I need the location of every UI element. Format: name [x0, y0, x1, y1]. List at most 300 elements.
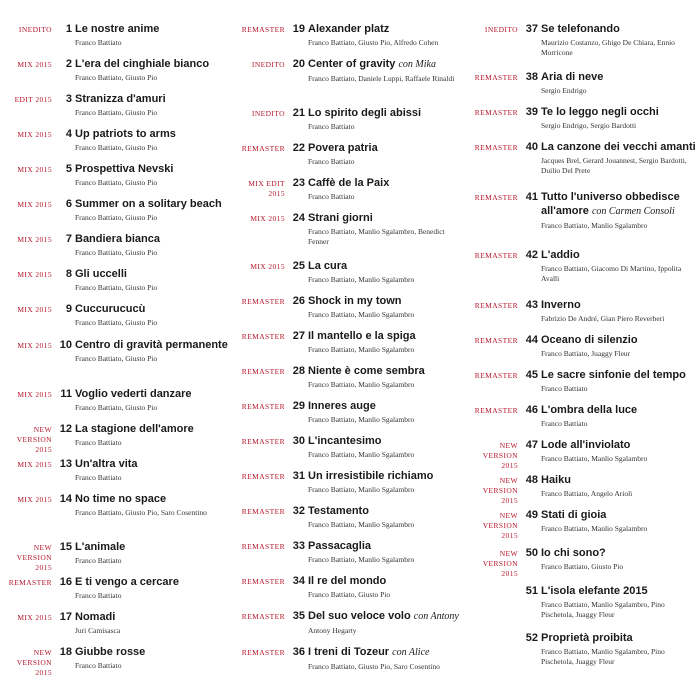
track-number: 39	[525, 106, 538, 118]
track-version-tag: REMASTER	[474, 336, 518, 345]
track-number: 1	[65, 23, 72, 35]
track-version-tag: NEW VERSION 2015	[482, 476, 518, 505]
track-25	[233, 259, 466, 293]
tracklist-column-2	[233, 0, 466, 700]
track-title-block	[541, 403, 697, 429]
track-credits: Franco Battiato	[75, 473, 122, 482]
track-credits: Franco Battiato, Giusto Pio, Saro Cosentino	[308, 662, 440, 671]
track-23	[233, 176, 466, 210]
track-credits: Sergio Endrigo	[541, 86, 587, 95]
track-version-tag: INEDITO	[251, 60, 285, 69]
track-version-tag: NEW VERSION 2015	[482, 549, 518, 578]
track-title-block	[308, 176, 464, 202]
track-credits: Franco Battiato, Manlio Sgalambro, Pino Pischetola, Juaggy Fleur	[541, 600, 665, 619]
track-38	[466, 70, 699, 104]
track-title-block	[308, 141, 464, 167]
track-version-tag: MIX 2015	[17, 341, 52, 350]
track-27	[233, 329, 466, 363]
track-credits: Franco Battiato, Manlio Sgalambro	[308, 555, 415, 564]
track-41	[466, 190, 699, 230]
track-title-block	[308, 399, 464, 425]
track-title: Se telefonando	[541, 23, 620, 35]
track-number: 51	[525, 585, 538, 597]
track-version-tag: REMASTER	[474, 301, 518, 310]
track-14	[0, 492, 233, 526]
track-credits: Antony Hegarty	[308, 626, 357, 635]
track-version-tag: MIX 2015	[17, 613, 52, 622]
track-number: 41	[525, 191, 538, 203]
track-number: 11	[60, 388, 72, 400]
track-title-block	[75, 232, 231, 258]
track-50	[466, 546, 699, 580]
track-title-block	[541, 584, 697, 620]
track-title-block	[75, 457, 231, 483]
track-title: Alexander platz	[308, 23, 390, 35]
track-version-tag: MIX 2015	[17, 460, 52, 469]
track-22	[233, 141, 466, 175]
track-version-tag: MIX 2015	[17, 165, 52, 174]
track-title-block	[75, 127, 231, 153]
track-featuring: con Alice	[392, 647, 430, 658]
track-4	[0, 127, 233, 161]
track-title-block	[541, 546, 697, 572]
track-37	[466, 22, 699, 56]
track-number: 27	[292, 330, 305, 342]
track-credits: Sergio Endrigo, Sergio Bardotti	[541, 121, 637, 130]
track-18	[0, 645, 233, 679]
track-credits: Franco Battiato, Manlio Sgalambro	[308, 450, 415, 459]
track-7	[0, 232, 233, 266]
track-credits: Franco Battiato, Giusto Pio	[75, 354, 158, 363]
track-title: Lode all'inviolato	[541, 439, 631, 451]
track-credits: Franco Battiato, Manlio Sgalambro	[308, 415, 415, 424]
track-number: 47	[525, 439, 538, 451]
track-13	[0, 457, 233, 491]
track-number: 5	[65, 163, 72, 175]
track-number: 44	[525, 334, 538, 346]
track-version-tag: NEW VERSION 2015	[16, 425, 52, 454]
track-version-tag: MIX 2015	[17, 235, 52, 244]
track-title: La stagione dell'amore	[75, 423, 194, 435]
track-version-tag: MIX 2015	[17, 495, 52, 504]
track-title-block	[75, 267, 231, 293]
track-title-block	[541, 333, 697, 359]
track-number: 31	[292, 470, 305, 482]
track-version-tag: INEDITO	[484, 25, 518, 34]
track-credits: Franco Battiato, Manlio Sgalambro, Pino Pischetola, Juaggy Fleur	[541, 647, 665, 666]
track-title-block	[75, 302, 231, 328]
track-number: 19	[292, 23, 305, 35]
track-20	[233, 57, 466, 91]
track-credits: Franco Battiato, Manlio Sgalambro	[308, 345, 415, 354]
track-title: E ti vengo a cercare	[75, 576, 179, 588]
track-credits: Franco Battiato, Giusto Pio, Saro Cosentino	[75, 508, 207, 517]
track-credits: Franco Battiato, Juaggy Fleur	[541, 349, 631, 358]
track-credits: Maurizio Costanzo, Ghigo De Chiara, Ennio Morricone	[541, 38, 675, 57]
track-credits: Franco Battiato	[75, 661, 122, 670]
track-title: Te lo leggo negli occhi	[541, 106, 659, 118]
track-version-tag: MIX 2015	[17, 390, 52, 399]
track-credits: Franco Battiato, Giacomo Di Martino, Ippolita Avalli	[541, 264, 682, 283]
track-version-tag: REMASTER	[241, 648, 285, 657]
track-33	[233, 539, 466, 573]
track-credits: Franco Battiato, Manlio Sgalambro	[541, 524, 648, 533]
track-title-block	[75, 387, 231, 413]
track-number: 3	[65, 93, 72, 105]
track-version-tag: MIX 2015	[17, 305, 52, 314]
track-featuring: con Mika	[398, 59, 436, 70]
track-credits: Franco Battiato, Giusto Pio	[75, 403, 158, 412]
track-number: 4	[65, 128, 72, 140]
track-8	[0, 267, 233, 301]
track-number: 45	[525, 369, 538, 381]
track-title: Shock in my town	[308, 295, 402, 307]
track-36	[233, 645, 466, 679]
track-title: Stranizza d'amuri	[75, 93, 166, 105]
track-credits: Franco Battiato, Giusto Pio	[75, 213, 158, 222]
track-40	[466, 140, 699, 174]
track-28	[233, 364, 466, 398]
track-title: Summer on a solitary beach	[75, 198, 222, 210]
track-credits: Franco Battiato, Manlio Sgalambro	[541, 454, 648, 463]
track-title: L'addio	[541, 249, 580, 261]
track-number: 17	[59, 611, 72, 623]
track-title-block	[75, 575, 231, 601]
track-title-block	[541, 473, 697, 499]
track-version-tag: REMASTER	[474, 143, 518, 152]
track-title: Testamento	[308, 505, 369, 517]
track-26	[233, 294, 466, 328]
track-title-block	[308, 22, 464, 48]
track-version-tag: REMASTER	[241, 144, 285, 153]
track-version-tag: REMASTER	[241, 367, 285, 376]
track-number: 33	[292, 540, 305, 552]
track-title-block	[541, 298, 697, 324]
track-9	[0, 302, 233, 336]
track-number: 40	[525, 141, 538, 153]
track-credits: Franco Battiato, Manlio Sgalambro, Benedict Fenner	[308, 227, 445, 246]
track-35	[233, 609, 466, 643]
track-version-tag: REMASTER	[241, 612, 285, 621]
track-title-block	[541, 248, 697, 284]
track-title-block	[308, 259, 464, 285]
track-version-tag: MIX 2015	[17, 60, 52, 69]
track-title-block	[541, 368, 697, 394]
track-17	[0, 610, 233, 644]
track-title-block	[308, 504, 464, 530]
track-number: 15	[59, 541, 72, 553]
track-title-block	[541, 22, 697, 58]
track-title: Center of gravity	[308, 58, 396, 70]
track-43	[466, 298, 699, 332]
track-credits: Franco Battiato, Giusto Pio	[75, 108, 158, 117]
track-credits: Franco Battiato	[308, 122, 355, 131]
track-credits: Franco Battiato, Manlio Sgalambro	[308, 485, 415, 494]
track-version-tag: REMASTER	[241, 542, 285, 551]
track-title-block	[308, 211, 464, 247]
track-title-block	[308, 329, 464, 355]
track-title: Cuccurucucù	[75, 303, 146, 315]
track-version-tag: MIX 2015	[250, 214, 285, 223]
track-title-block	[308, 294, 464, 320]
track-32	[233, 504, 466, 538]
track-version-tag: NEW VERSION 2015	[482, 511, 518, 540]
track-version-tag: MIX 2015	[17, 130, 52, 139]
track-title: Oceano di silenzio	[541, 334, 638, 346]
track-49	[466, 508, 699, 542]
track-title: Del suo veloce volo	[308, 610, 411, 622]
track-title-block	[541, 190, 697, 231]
track-title-block	[75, 162, 231, 188]
track-credits: Franco Battiato, Giusto Pio	[75, 178, 158, 187]
track-number: 22	[292, 142, 305, 154]
track-title-block	[541, 70, 697, 96]
track-48	[466, 473, 699, 507]
track-version-tag: REMASTER	[474, 251, 518, 260]
track-39	[466, 105, 699, 139]
track-title: Proprietà proibita	[541, 632, 633, 644]
track-title-block	[75, 22, 231, 48]
track-credits: Franco Battiato	[541, 384, 588, 393]
track-title-block	[308, 609, 464, 636]
track-title-block	[75, 197, 231, 223]
track-number: 26	[292, 295, 305, 307]
track-title-block	[75, 540, 231, 566]
track-title: Aria di neve	[541, 71, 604, 83]
track-24	[233, 211, 466, 245]
track-title-block	[75, 645, 231, 671]
track-title: La canzone dei vecchi amanti	[541, 141, 696, 153]
track-title: Lo spirito degli abissi	[308, 107, 422, 119]
track-version-tag: REMASTER	[474, 73, 518, 82]
track-credits: Juri Camisasca	[75, 626, 121, 635]
track-title: Un'altra vita	[75, 458, 138, 470]
track-title-block	[308, 469, 464, 495]
track-44	[466, 333, 699, 367]
track-credits: Franco Battiato, Giusto Pio	[308, 590, 391, 599]
track-title: Il mantello e la spiga	[308, 330, 416, 342]
track-version-tag: REMASTER	[241, 402, 285, 411]
track-version-tag: REMASTER	[474, 193, 518, 202]
track-12	[0, 422, 233, 456]
track-number: 21	[292, 107, 305, 119]
track-number: 9	[65, 303, 72, 315]
track-5	[0, 162, 233, 196]
track-credits: Franco Battiato, Manlio Sgalambro	[541, 221, 648, 230]
track-credits: Franco Battiato	[541, 419, 588, 428]
track-credits: Fabrizio De André, Gian Piero Reverberi	[541, 314, 665, 323]
track-31	[233, 469, 466, 503]
track-credits: Franco Battiato	[75, 438, 122, 447]
track-number: 6	[65, 198, 72, 210]
track-title-block	[75, 492, 231, 518]
track-title-block	[308, 57, 464, 84]
track-number: 50	[525, 547, 538, 559]
track-credits: Franco Battiato	[75, 591, 122, 600]
track-title: Caffè de la Paix	[308, 177, 390, 189]
track-version-tag: REMASTER	[474, 371, 518, 380]
track-number: 28	[292, 365, 305, 377]
track-number: 14	[59, 493, 72, 505]
track-version-tag: REMASTER	[241, 507, 285, 516]
track-15	[0, 540, 233, 574]
track-credits: Franco Battiato	[308, 157, 355, 166]
track-number: 30	[292, 435, 305, 447]
track-version-tag: REMASTER	[241, 332, 285, 341]
track-34	[233, 574, 466, 608]
track-number: 18	[59, 646, 72, 658]
track-number: 7	[65, 233, 72, 245]
track-title: La cura	[308, 260, 348, 272]
track-title: Haiku	[541, 474, 571, 486]
track-version-tag: MIX 2015	[250, 262, 285, 271]
track-title: Gli uccelli	[75, 268, 127, 280]
track-credits: Franco Battiato	[75, 38, 122, 47]
track-21	[233, 106, 466, 140]
track-credits: Franco Battiato, Giusto Pio, Alfredo Cohen	[308, 38, 439, 47]
track-title: Giubbe rosse	[75, 646, 146, 658]
track-title: L'incantesimo	[308, 435, 382, 447]
track-46	[466, 403, 699, 437]
track-credits: Franco Battiato, Manlio Sgalambro	[308, 310, 415, 319]
track-title: Stati di gioia	[541, 509, 607, 521]
track-number: 29	[292, 400, 305, 412]
track-title-block	[75, 422, 231, 448]
track-number: 35	[292, 610, 305, 622]
track-title: Strani giorni	[308, 212, 373, 224]
track-number: 32	[292, 505, 305, 517]
track-version-tag: REMASTER	[241, 297, 285, 306]
track-credits: Franco Battiato, Giusto Pio	[541, 562, 624, 571]
track-title: Inneres auge	[308, 400, 376, 412]
track-credits: Franco Battiato, Giusto Pio	[75, 143, 158, 152]
track-title-block	[308, 539, 464, 565]
track-title-block	[541, 105, 697, 131]
track-credits: Franco Battiato, Giusto Pio	[75, 73, 158, 82]
track-title: Io chi sono?	[541, 547, 606, 559]
track-credits: Franco Battiato, Daniele Luppi, Raffaele Rinaldi	[308, 74, 455, 83]
track-number: 49	[525, 509, 538, 521]
track-title-block	[308, 434, 464, 460]
track-16	[0, 575, 233, 609]
track-credits: Franco Battiato, Giusto Pio	[75, 318, 158, 327]
track-version-tag: REMASTER	[241, 437, 285, 446]
track-version-tag: REMASTER	[474, 108, 518, 117]
track-19	[233, 22, 466, 56]
tracklist-column-3	[466, 0, 699, 700]
track-title: L'era del cinghiale bianco	[75, 58, 210, 70]
track-title: Bandiera bianca	[75, 233, 160, 245]
track-version-tag: REMASTER	[241, 577, 285, 586]
track-credits: Franco Battiato	[308, 192, 355, 201]
track-version-tag: MIX 2015	[17, 200, 52, 209]
track-number: 12	[59, 423, 72, 435]
track-title: Centro di gravità permanente	[75, 339, 228, 351]
track-version-tag: MIX 2015	[17, 270, 52, 279]
track-title-block	[75, 338, 231, 364]
track-version-tag: INEDITO	[251, 109, 285, 118]
track-credits: Jacques Brel, Gerard Jouannest, Sergio Bardotti, Duilio Del Prete	[541, 156, 687, 175]
track-number: 20	[292, 58, 305, 70]
track-version-tag: NEW VERSION 2015	[16, 543, 52, 572]
track-version-tag: MIX EDIT 2015	[248, 179, 285, 198]
track-number: 36	[292, 646, 305, 658]
track-title-block	[541, 631, 697, 667]
track-29	[233, 399, 466, 433]
track-title: Un irresistibile richiamo	[308, 470, 434, 482]
track-number: 43	[525, 299, 538, 311]
track-title: Passacaglia	[308, 540, 371, 552]
track-title: Inverno	[541, 299, 581, 311]
track-title: Povera patria	[308, 142, 378, 154]
track-number: 16	[59, 576, 72, 588]
track-number: 8	[65, 268, 72, 280]
track-3	[0, 92, 233, 126]
track-number: 34	[292, 575, 305, 587]
track-number: 10	[59, 339, 72, 351]
track-title: L'isola elefante 2015	[541, 585, 648, 597]
track-title-block	[308, 106, 464, 132]
tracklist-column-1	[0, 0, 233, 700]
track-52	[466, 631, 699, 665]
track-30	[233, 434, 466, 468]
track-credits: Franco Battiato, Giusto Pio	[75, 283, 158, 292]
track-number: 46	[525, 404, 538, 416]
track-title: Nomadi	[75, 611, 116, 623]
track-version-tag: INEDITO	[18, 25, 52, 34]
track-title: No time no space	[75, 493, 167, 505]
track-version-tag: REMASTER	[241, 472, 285, 481]
track-number: 25	[292, 260, 305, 272]
track-title-block	[541, 438, 697, 464]
track-title-block	[308, 574, 464, 600]
track-45	[466, 368, 699, 402]
track-version-tag: REMASTER	[241, 25, 285, 34]
track-version-tag: NEW VERSION 2015	[482, 441, 518, 470]
track-credits: Franco Battiato, Manlio Sgalambro	[308, 520, 415, 529]
track-title: Le nostre anime	[75, 23, 160, 35]
track-title-block	[75, 92, 231, 118]
track-number: 42	[525, 249, 538, 261]
track-title: Voglio vederti danzare	[75, 388, 192, 400]
track-credits: Franco Battiato, Manlio Sgalambro	[308, 275, 415, 284]
track-10	[0, 338, 233, 372]
track-number: 2	[65, 58, 72, 70]
track-title-block	[308, 364, 464, 390]
track-credits: Franco Battiato, Giusto Pio	[75, 248, 158, 257]
track-6	[0, 197, 233, 231]
track-number: 48	[525, 474, 538, 486]
track-number: 38	[525, 71, 538, 83]
track-title: I treni di Tozeur	[308, 646, 390, 658]
track-1	[0, 22, 233, 56]
track-title-block	[308, 645, 464, 672]
track-title-block	[75, 610, 231, 636]
track-number: 24	[292, 212, 305, 224]
track-title: Niente è come sembra	[308, 365, 425, 377]
track-number: 37	[525, 23, 538, 35]
track-title-block	[75, 57, 231, 83]
track-featuring: con Antony	[413, 611, 459, 622]
track-version-tag: NEW VERSION 2015	[16, 648, 52, 677]
track-version-tag: REMASTER	[8, 578, 52, 587]
track-title: L'animale	[75, 541, 126, 553]
track-version-tag: REMASTER	[474, 406, 518, 415]
track-title: Tutto l'universo obbedisce all'amore	[541, 191, 680, 217]
track-credits: Franco Battiato	[75, 556, 122, 565]
track-number: 23	[292, 177, 305, 189]
track-credits: Franco Battiato, Angelo Arioli	[541, 489, 633, 498]
